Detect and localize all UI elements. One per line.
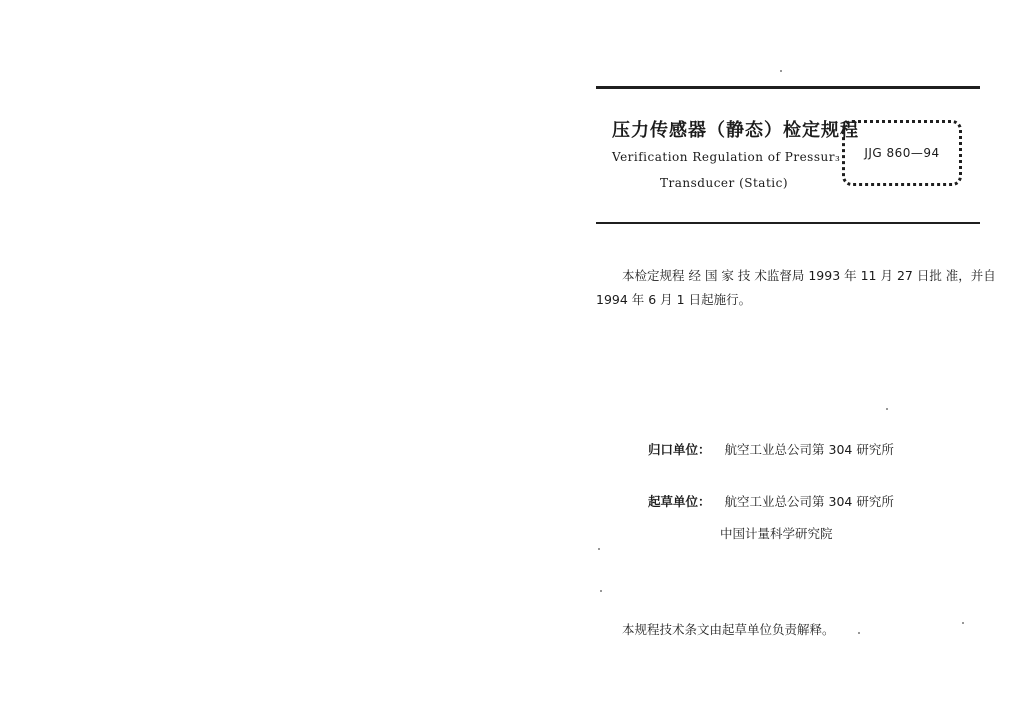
drafting-unit-row2: [720, 524, 833, 542]
drafting-unit-row: [648, 492, 894, 510]
drafting-unit-value2: 中国计量科学研究院: [720, 526, 833, 541]
approval-line2: 1994 年 6 月 1 日起施行。: [596, 292, 752, 307]
approval-line1: 本检定规程 经 国 家 技 术监督局 1993 年 11 月 27 日批 准，并自: [622, 268, 996, 283]
scan-speck: [962, 622, 964, 624]
standard-code: JJG 860—94: [864, 146, 940, 160]
drafting-unit-label: 起草单位：: [648, 494, 711, 509]
scan-speck: [858, 632, 860, 634]
scan-speck: [886, 408, 888, 410]
responsible-unit-row: [648, 440, 894, 458]
standard-code-box: [842, 120, 962, 186]
interpretation-note: 本规程技术条文由起草单位负责解释。: [622, 622, 835, 637]
drafting-unit-value1: 航空工业总公司第 304 研究所: [724, 494, 894, 509]
title-english-line2: Transducer (Static): [660, 176, 789, 190]
title-english-line1: Verification Regulation of Pressur₃: [612, 150, 841, 164]
scan-speck: [780, 70, 782, 72]
scan-speck: [600, 590, 602, 592]
title-chinese: 压力传感器（静态）检定规程: [612, 120, 859, 141]
approval-statement: [596, 264, 996, 312]
scan-speck: [598, 548, 600, 550]
responsible-unit-label: 归口单位：: [648, 442, 711, 457]
bottom-rule: [596, 222, 980, 224]
responsible-unit-value: 航空工业总公司第 304 研究所: [724, 442, 894, 457]
top-rule: [596, 86, 980, 89]
